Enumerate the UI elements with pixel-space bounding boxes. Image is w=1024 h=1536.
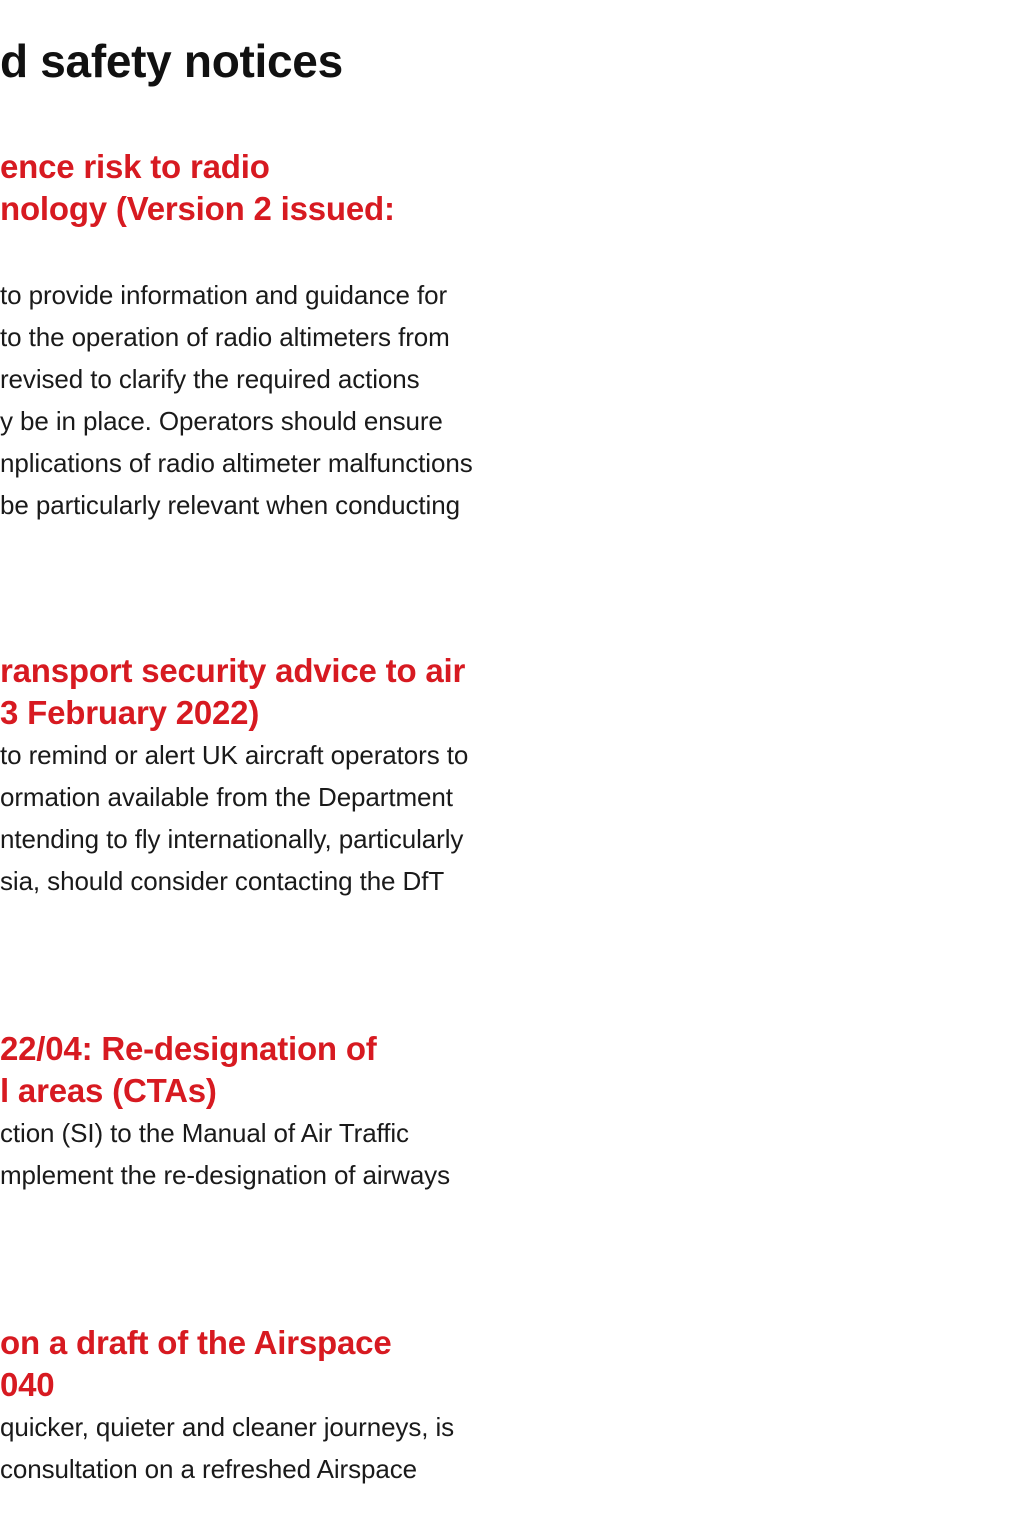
notice-summary	[0, 1406, 560, 1490]
notice-summary-line: to provide information and guidance for	[0, 280, 448, 310]
notice-summary-line: ormation available from the Department	[0, 782, 453, 812]
notice-title-link[interactable]	[0, 650, 560, 734]
notice-item	[0, 1028, 560, 1196]
notice-title-line: 22/04: Re-designation of	[0, 1030, 377, 1067]
notice-title-link[interactable]	[0, 1028, 560, 1112]
notice-summary-line: nplications of radio altimeter malfunctions	[0, 448, 473, 478]
notice-title-link[interactable]	[0, 1322, 560, 1406]
notice-summary-line: sia, should consider contacting the DfT	[0, 866, 445, 896]
notice-summary-line: to remind or alert UK aircraft operators to	[0, 740, 469, 770]
notice-summary-line: y be in place. Operators should ensure	[0, 406, 443, 436]
notice-summary-line: quicker, quieter and cleaner journeys, is	[0, 1412, 455, 1442]
notice-item	[0, 650, 560, 902]
notice-summary-line: consultation on a refreshed Airspace	[0, 1454, 417, 1484]
notice-summary	[0, 1112, 560, 1196]
notice-title-line: ence risk to radio	[0, 148, 270, 185]
notice-summary-line: be particularly relevant when conducting	[0, 490, 460, 520]
notice-summary-line: revised to clarify the required actions	[0, 364, 420, 394]
notice-summary-line: ntending to fly internationally, particularly	[0, 824, 464, 854]
page-title: d safety notices	[0, 35, 343, 87]
notice-summary-line: ction (SI) to the Manual of Air Traffic	[0, 1118, 409, 1148]
notice-title-line: 3 February 2022)	[0, 694, 260, 731]
notice-summary	[0, 274, 560, 526]
notice-title-link[interactable]	[0, 146, 560, 230]
notice-title-line: 040	[0, 1366, 55, 1403]
notice-summary-line: mplement the re-designation of airways	[0, 1160, 450, 1190]
notice-summary-line: to the operation of radio altimeters from	[0, 322, 450, 352]
notice-title-line: ransport security advice to air	[0, 652, 466, 689]
notice-item	[0, 1322, 560, 1490]
notice-title-line: nology (Version 2 issued:	[0, 190, 395, 227]
notice-title-line: on a draft of the Airspace	[0, 1324, 392, 1361]
notice-title-line: l areas (CTAs)	[0, 1072, 217, 1109]
notice-item	[0, 146, 560, 526]
notice-summary	[0, 734, 560, 902]
